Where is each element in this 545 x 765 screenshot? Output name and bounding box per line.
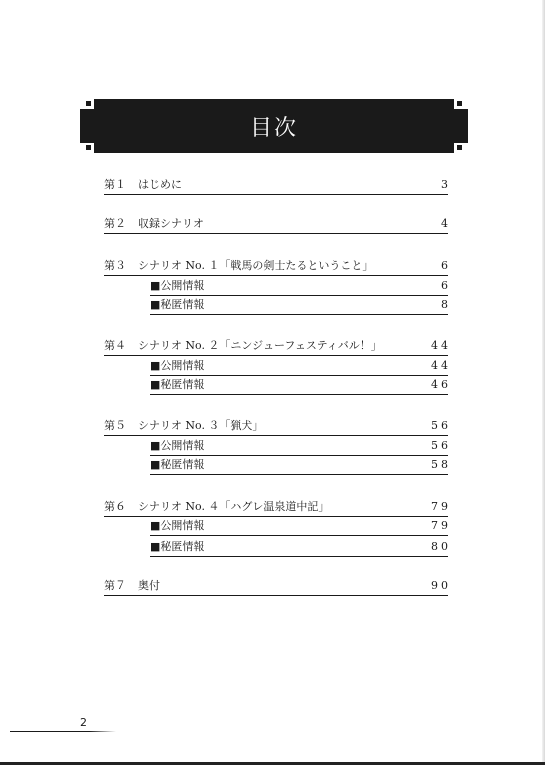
toc-subentry[interactable]	[150, 378, 451, 395]
toc-subentry-title: ■秘匿情報	[150, 540, 205, 553]
toc-entry-number: 第４	[104, 339, 126, 352]
footer-rule	[10, 731, 116, 732]
toc-entry[interactable]	[104, 419, 451, 436]
toc-subentry[interactable]	[150, 279, 451, 296]
toc-subentry[interactable]	[150, 540, 451, 557]
toc-entry[interactable]	[104, 178, 451, 195]
toc-subentry-title: ■公開情報	[150, 439, 205, 452]
toc-subentry-page: 46	[431, 378, 451, 391]
toc-subentry[interactable]	[150, 359, 451, 376]
banner-pixel-ornament	[86, 145, 91, 150]
toc-entry-page: 4	[441, 217, 451, 230]
toc-entry-number: 第７	[104, 579, 126, 592]
toc-entry-page: 90	[431, 579, 451, 592]
toc-entry-title: シナリオ No. ３「猟犬」	[138, 419, 264, 432]
toc-entry-title: シナリオ No. ２「ニンジューフェスティバル！」	[138, 339, 382, 352]
toc-subentry-page: 8	[441, 298, 451, 311]
toc-entry-number: 第１	[104, 178, 126, 191]
toc-subentry-title: ■秘匿情報	[150, 378, 205, 391]
toc-entry-title: シナリオ No. ４「ハグレ温泉道中記」	[138, 500, 330, 513]
toc-entry-page: 6	[441, 259, 451, 272]
toc-subentry-title: ■公開情報	[150, 359, 205, 372]
toc-subentry-page: 79	[431, 519, 451, 532]
toc-entry-page: 3	[441, 178, 451, 191]
toc-subentry[interactable]	[150, 519, 451, 536]
toc-entry-title: 奥付	[138, 579, 160, 592]
toc-entry[interactable]	[104, 500, 451, 517]
toc-entry-title: シナリオ No. １「戦馬の剣士たるということ」	[138, 259, 374, 272]
toc-subentry-page: 56	[431, 439, 451, 452]
toc-entry[interactable]	[104, 217, 451, 234]
toc-subentry-page: 58	[431, 458, 451, 471]
toc-subentry[interactable]	[150, 298, 451, 315]
toc-entry-number: 第５	[104, 419, 126, 432]
banner-pixel-ornament	[86, 101, 91, 106]
toc-subentry[interactable]	[150, 458, 451, 475]
toc-subentry-page: 44	[431, 359, 451, 372]
toc-entry[interactable]	[104, 339, 451, 356]
toc-entry-title: はじめに	[138, 178, 182, 191]
toc-subentry-title: ■公開情報	[150, 279, 205, 292]
toc-entry-page: 44	[431, 339, 451, 352]
toc-entry-number: 第３	[104, 259, 126, 272]
toc-entry[interactable]	[104, 259, 451, 276]
toc-subentry-page: 6	[441, 279, 451, 292]
toc-entry-title: 収録シナリオ	[138, 217, 204, 230]
toc-subentry-title: ■公開情報	[150, 519, 205, 532]
toc-subentry-page: 80	[431, 540, 451, 553]
banner-pixel-ornament	[457, 145, 462, 150]
toc-entry-page: 79	[431, 500, 451, 513]
toc-subentry-title: ■秘匿情報	[150, 458, 205, 471]
page-number: 2	[80, 716, 87, 729]
toc-entry-number: 第６	[104, 500, 126, 513]
banner-pixel-ornament	[457, 101, 462, 106]
title-banner	[80, 99, 468, 153]
toc-entry[interactable]	[104, 579, 451, 596]
toc-subentry[interactable]	[150, 439, 451, 456]
toc-entry-number: 第２	[104, 217, 126, 230]
toc-entry-page: 56	[431, 419, 451, 432]
toc-subentry-title: ■秘匿情報	[150, 298, 205, 311]
page-title: 目次	[249, 116, 298, 141]
